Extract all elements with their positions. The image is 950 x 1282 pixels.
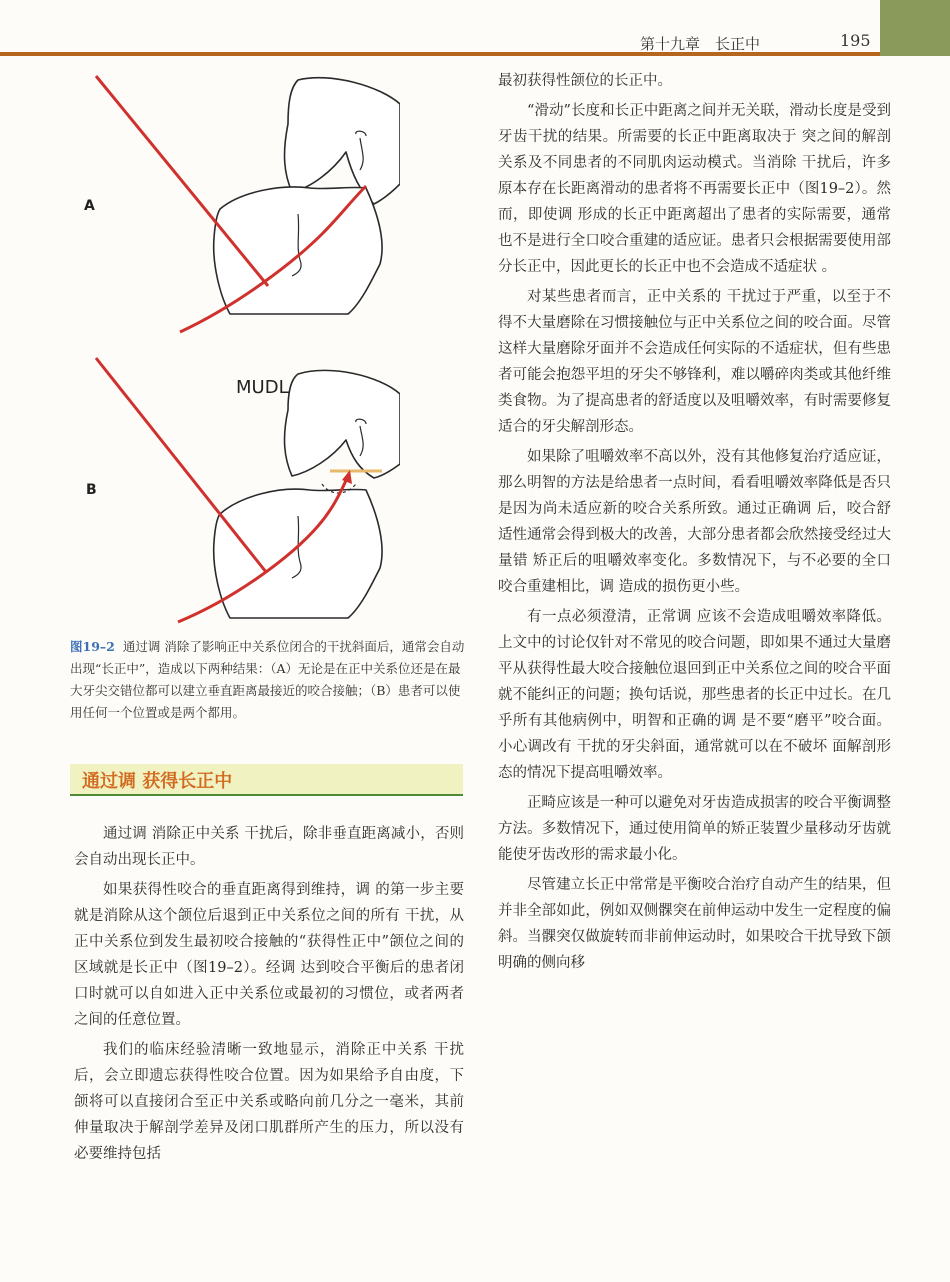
right-paragraph-5: 有一点必须澄清，正常调 应该不会造成咀嚼效率降低。上文中的讨论仅针对不常见的咬合问题，即如果不通过大量磨平从获得性最大咬合接触位退回到正中关系位之间的咬合平面就不能纠正的问题；换句话说，那些患者的长正中过长。在几乎所有其他病例中，明智和正确的调 是不要“磨平”咬合面。小心调改有 干扰的牙尖斜面，通常就可以在不破坏 面解剖形态的情况下提高咀嚼效率。 [498,609,891,781]
right-column [498,68,891,980]
figure-panel-a [60,64,400,339]
page-header [0,0,950,60]
upper-tooth-outline-a [285,78,400,204]
mudl-label: MUDL [236,377,289,398]
panel-label-b: B [86,482,97,498]
left-paragraph-3: 我们的临床经验清晰一致地显示，消除正中关系 干扰后，会立即遗忘获得性咬合位置。因为如果给予自由度，下颌将可以直接闭合至正中关系或略向前几分之一毫米，其前伸量取决于解剖学差异及闭口肌群所产生的压力，所以没有必要维持包括 [74,1042,464,1162]
page-number: 195 [840,31,871,50]
lower-tooth-outline-b [214,489,382,618]
right-paragraph-4: 如果除了咀嚼效率不高以外，没有其他修复治疗适应证，那么明智的方法是给患者一点时间，看看咀嚼效率降低是否只是因为尚未适应新的咬合关系所致。通过正确调 后，咬合舒适性通常会得到极大的改善，大部分患者都会欣然接受经过大量错 矫正后的咀嚼效率变化。多数情况下，与不必要的全口咬合重建相比，调 造成的损伤更小些。 [498,449,891,595]
figure-caption [70,636,465,724]
section-heading: 通过调 获得长正中 [82,771,233,792]
incline-line-a [96,76,268,286]
right-paragraph-2: “滑动”长度和长正中距离之间并无关联，滑动长度是受到牙齿干扰的结果。所需要的长正中距离取决于 突之间的解剖关系及不同患者的不同肌肉运动模式。当消除 干扰后，许多原本存在长距离滑动的患者将不再需要长正中（图19–2）。然而，即使调 形成的长正中距离超出了患者的实际需要，通常也不是进行全口咬合重建的适应证。患者只会根据需要使用部分长正中，因此更长的长正中也不会造成不适症状 。 [498,103,891,275]
header-color-tab [880,0,950,56]
right-paragraph-6: 正畸应该是一种可以避免对牙齿造成损害的咬合平衡调整方法。多数情况下，通过使用简单的矫正装置少量移动牙齿就能使牙齿改形的需求最小化。 [498,795,891,863]
upper-tooth-outline-b [285,370,400,478]
section-heading-band [70,764,463,796]
panel-label-a: A [84,198,95,214]
right-paragraph-3: 对某些患者而言，正中关系的 干扰过于严重，以至于不得不大量磨除在习惯接触位与正中关系位之间的咬合面。尽管这样大量磨除牙面并不会造成任何实际的不适症状，但有些患者可能会抱怨平坦的牙尖不够锋利，难以嚼碎肉类或其他纤维类食物。为了提高患者的舒适度以及咀嚼效率，有时需要修复适合的牙尖解剖形态。 [498,289,891,435]
running-head: 第十九章 长正中 [640,35,761,53]
left-paragraph-2: 如果获得性咬合的垂直距离得到维持，调 的第一步主要就是消除从这个颌位后退到正中关系位之间的所有 干扰，从正中关系位到发生最初咬合接触的“获得性正中”颌位之间的区域就是长正中（图19–2）。经调 达到咬合平衡后的患者闭口时就可以自如进入正中关系位或最初的习惯位，或者两者之间的任意位置。 [74,882,464,1028]
left-paragraph-1: 通过调 消除正中关系 干扰后，除非垂直距离减小，否则会自动出现长正中。 [74,826,464,868]
caption-number: 图19–2 [70,639,115,654]
right-paragraph-1: 最初获得性颌位的长正中。 [498,73,672,89]
left-column [74,821,464,1171]
caption-text: 通过调 消除了影响正中关系位闭合的干扰斜面后，通常会自动出现“长正中”，造成以下两种结果：（A）无论是在正中关系位还是在最大牙尖交错位都可以建立垂直距离最接近的咬合接触；（B）患者可以使用任何一个位置或是两个都用。 [70,639,465,720]
right-paragraph-7: 尽管建立长正中常常是平衡咬合治疗自动产生的结果，但并非全部如此，例如双侧髁突在前伸运动中发生一定程度的偏斜。当髁突仅做旋转而非前伸运动时，如果咬合干扰导致下颌明确的侧向移 [498,877,891,971]
figure-panel-b [60,346,400,626]
